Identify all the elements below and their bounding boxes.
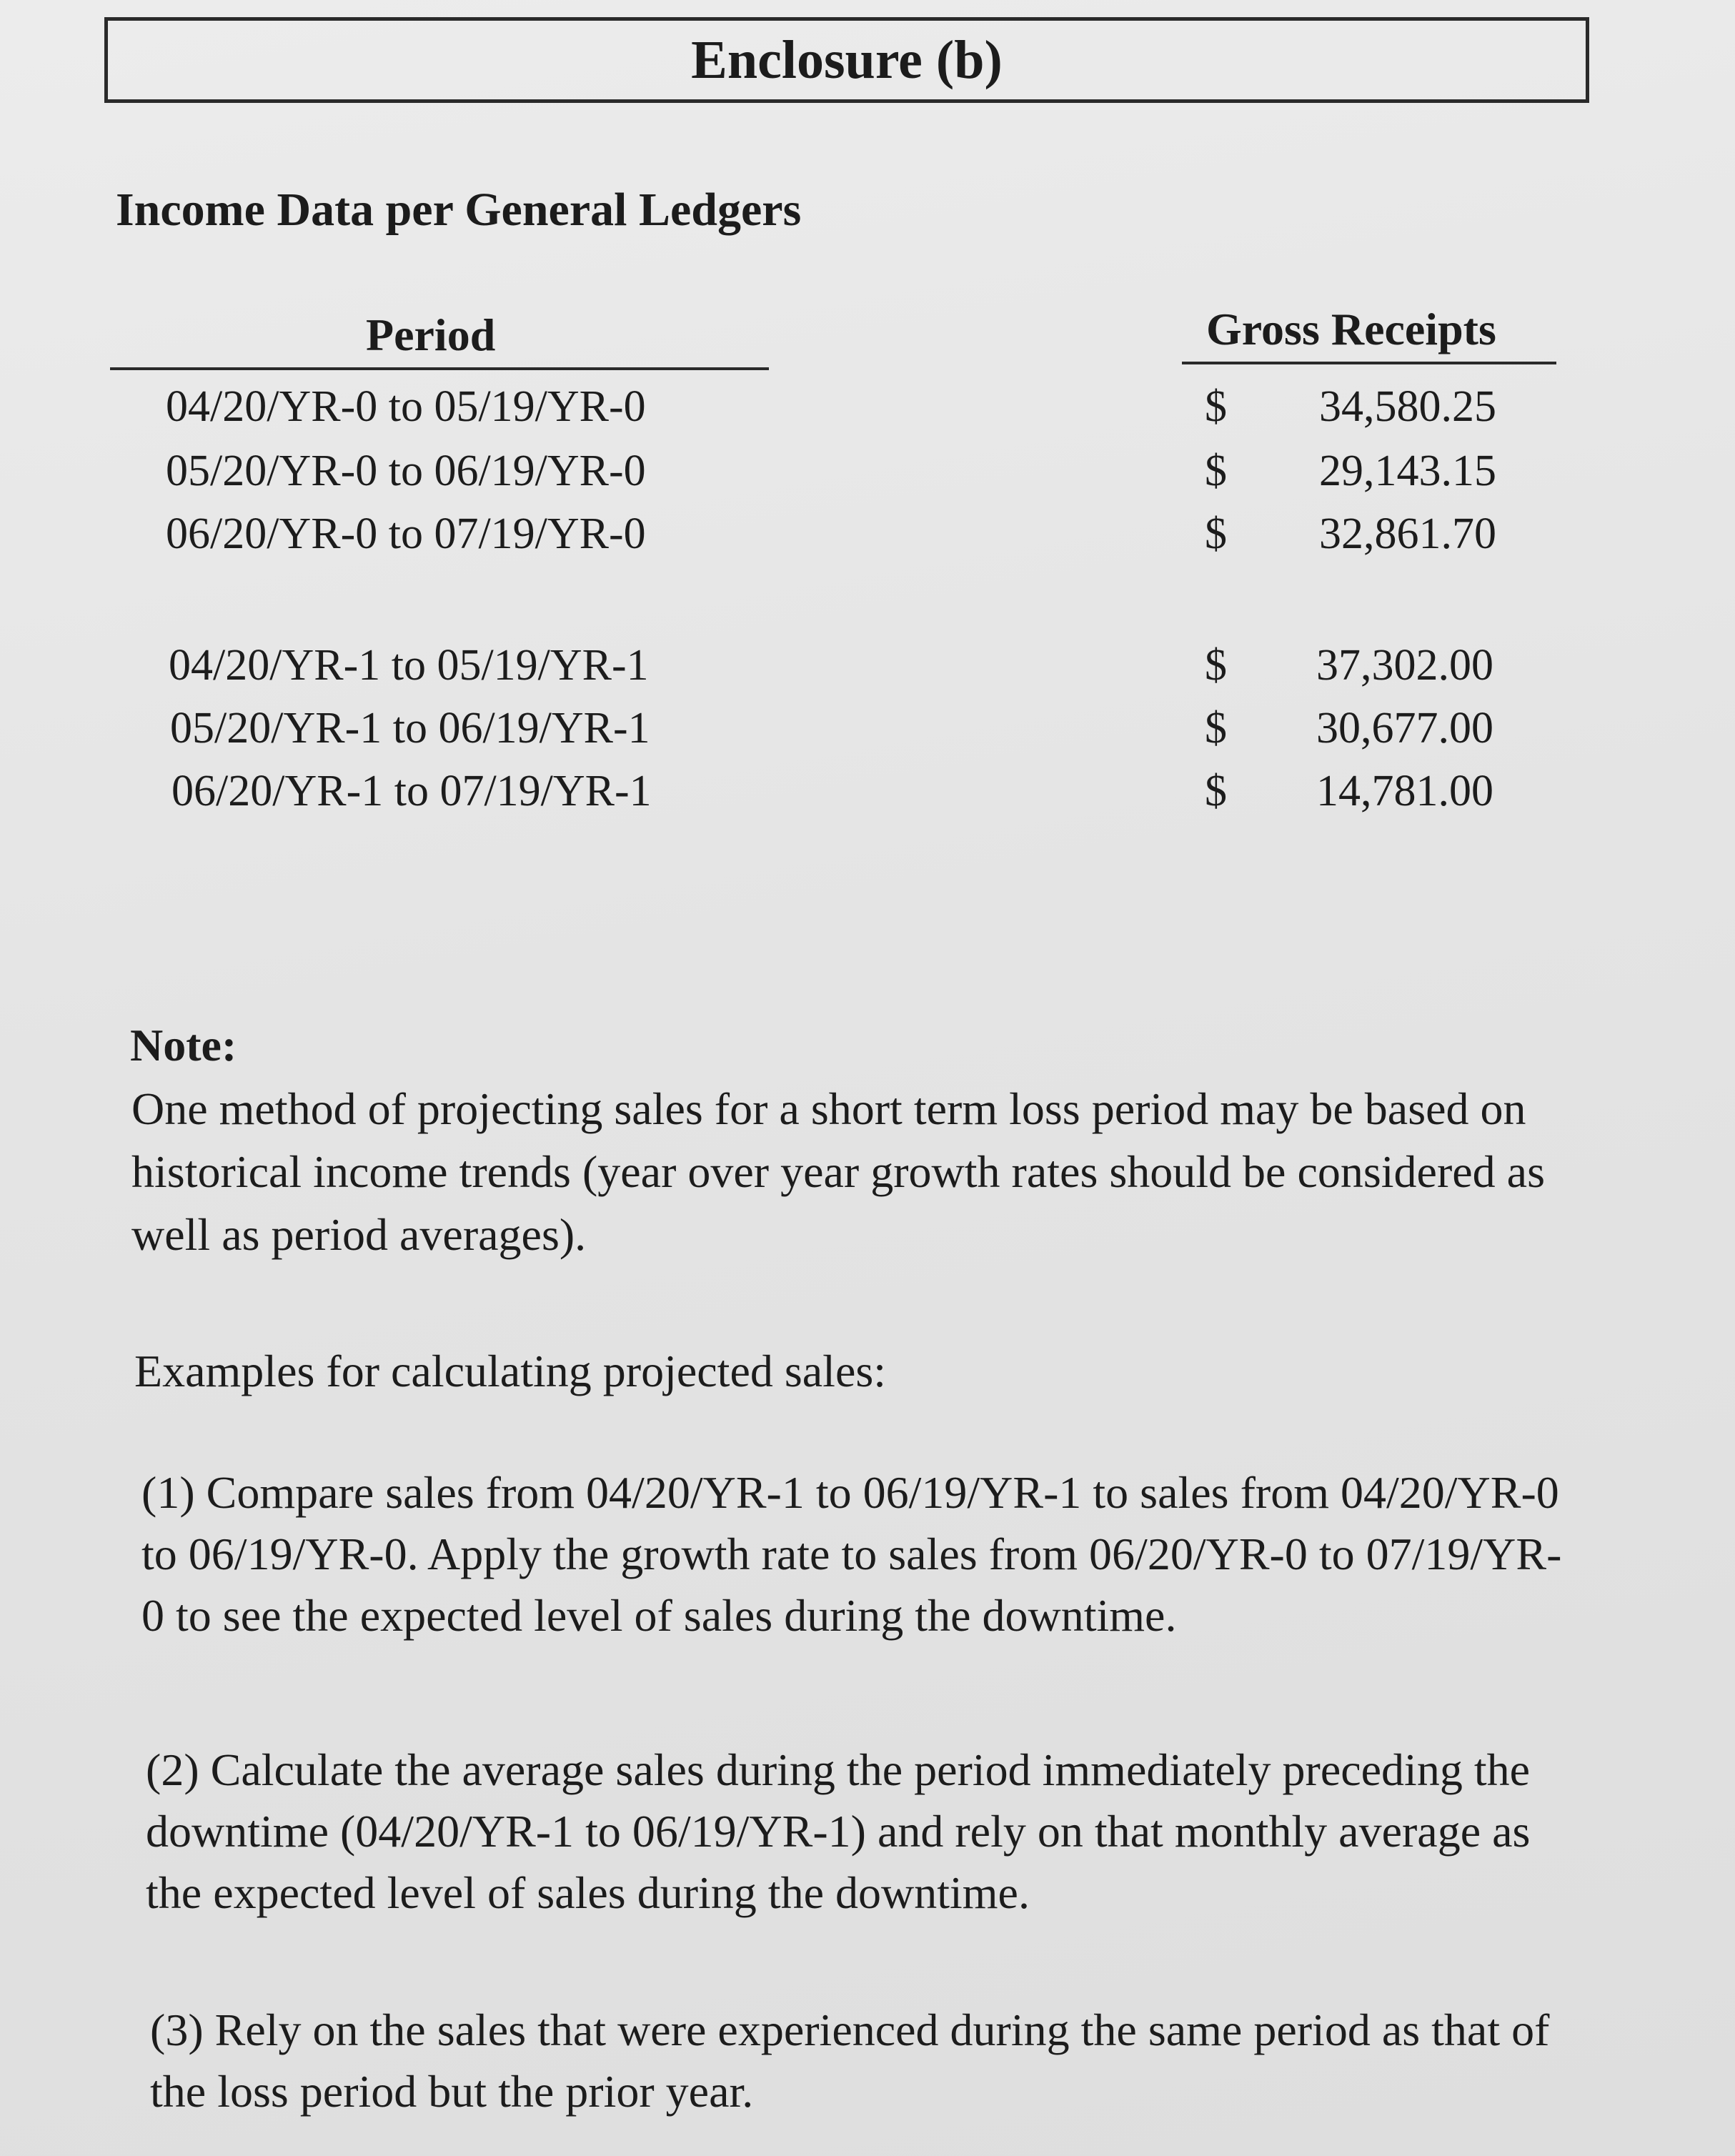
gross-receipts-column-header: Gross Receipts [1206, 304, 1496, 354]
period-column-header: Period [366, 309, 496, 360]
row-amount: 30,677.00 [1316, 704, 1493, 752]
row-currency: $ [1205, 641, 1227, 690]
receipts-header-rule [1182, 362, 1556, 364]
row-amount: 14,781.00 [1316, 767, 1493, 815]
title-box [104, 17, 1589, 103]
row-period: 05/20/YR-1 to 06/19/YR-1 [170, 704, 650, 752]
examples-heading: Examples for calculating projected sales: [134, 1346, 887, 1396]
row-currency: $ [1205, 382, 1227, 431]
row-amount: 32,861.70 [1319, 510, 1496, 558]
row-currency: $ [1205, 767, 1227, 815]
example-item: (2) Calculate the average sales during the period immediately preceding the downtime (04/20/YR-1 to 06/19/YR-1) and rely on that monthly average as the expected level of sales during the downtime. [146, 1744, 1531, 1918]
row-period: 06/20/YR-0 to 07/19/YR-0 [166, 510, 646, 558]
section-heading: Income Data per General Ledgers [116, 184, 802, 236]
row-currency: $ [1205, 510, 1227, 558]
example-item: (1) Compare sales from 04/20/YR-1 to 06/19/YR-1 to sales from 04/20/YR-0 to 06/19/YR-0. Apply the growth rate to sales from 06/20/YR-0 to 07/19/YR-0 to see the expected level of sales during the downtime. [141, 1467, 1562, 1641]
note-label: Note: [130, 1020, 237, 1070]
page-title: Enclosure (b) [691, 30, 1003, 90]
row-amount: 34,580.25 [1319, 382, 1496, 431]
row-period: 04/20/YR-1 to 05/19/YR-1 [169, 641, 649, 690]
row-amount: 29,143.15 [1319, 447, 1496, 495]
row-period: 05/20/YR-0 to 06/19/YR-0 [166, 447, 646, 495]
period-header-rule [110, 367, 769, 370]
note-body: One method of projecting sales for a short term loss period may be based on historical income trends (year over year growth rates should be considered as well as period averages). [131, 1083, 1545, 1260]
example-item: (3) Rely on the sales that were experienced during the same period as that of the loss period but the prior year. [150, 2005, 1550, 2117]
row-currency: $ [1205, 704, 1227, 752]
row-period: 06/20/YR-1 to 07/19/YR-1 [171, 767, 652, 815]
row-amount: 37,302.00 [1316, 641, 1493, 690]
row-period: 04/20/YR-0 to 05/19/YR-0 [166, 382, 646, 431]
row-currency: $ [1205, 447, 1227, 495]
